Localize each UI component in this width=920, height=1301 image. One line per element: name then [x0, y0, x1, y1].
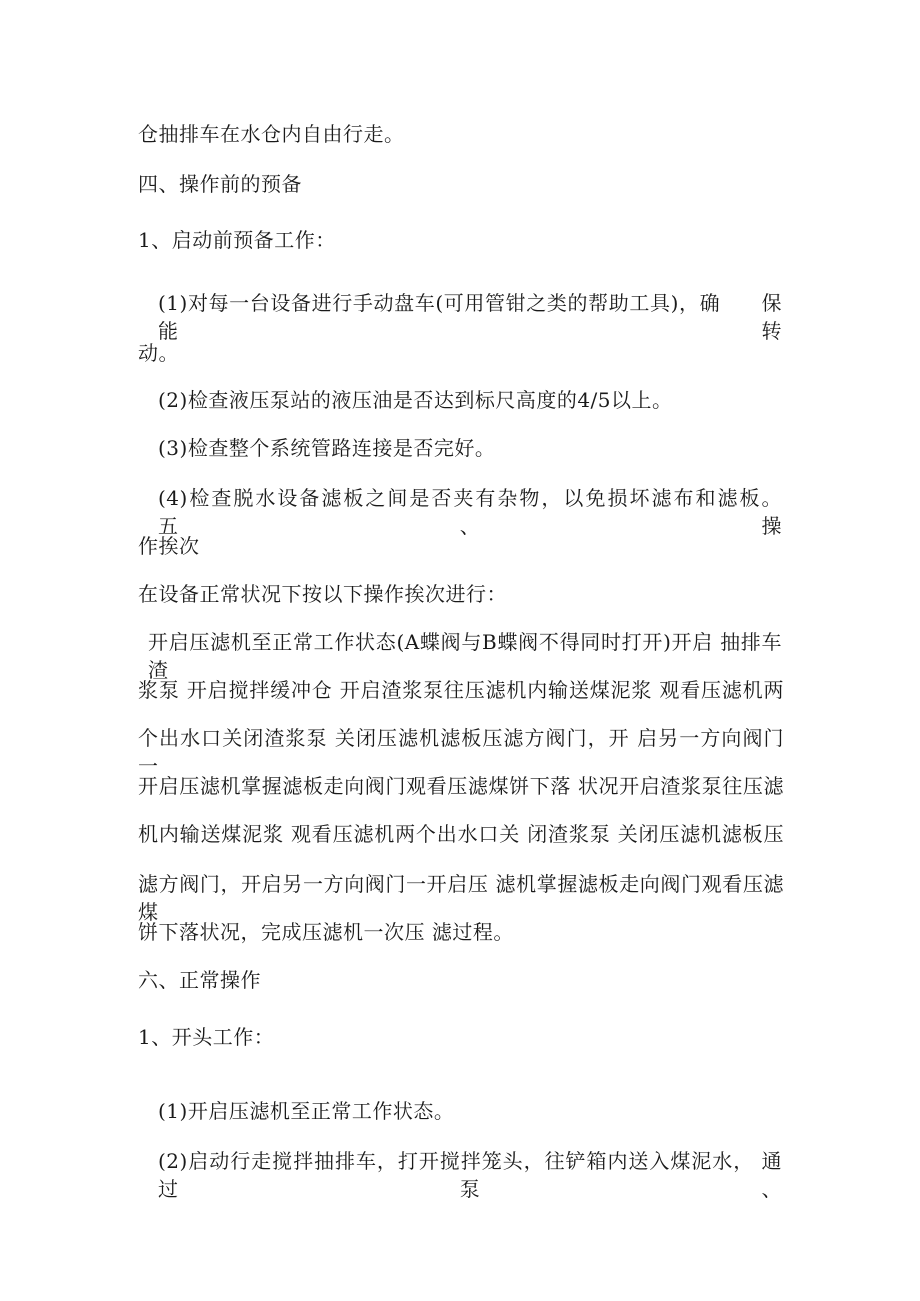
list-item: (4)检查脱水设备滤板之间是否夹有杂物，以免损坏滤布和滤板。 五、操 — [158, 486, 782, 538]
list-item: (1)开启压滤机至正常工作状态。 — [158, 1099, 455, 1123]
subsection-heading: 1、启动前预备工作： — [138, 228, 336, 252]
paragraph-line: 在设备正常状况下按以下操作挨次进行： — [138, 582, 507, 606]
subsection-heading: 1、开头工作： — [138, 1025, 275, 1049]
paragraph-line: 机内输送煤泥浆 观看压滤机两个出水口关 闭渣浆泵 关闭压滤机滤板压 — [138, 822, 784, 846]
list-item: (3)检查整个系统管路连接是否完好。 — [158, 436, 496, 460]
paragraph-line: 仓抽排车在水仓内自由行走。 — [138, 122, 405, 146]
list-item: (1)对每一台设备进行手动盘车(可用管钳之类的帮助工具)，确 保能转 — [158, 291, 782, 343]
paragraph-line: 动。 — [138, 341, 179, 365]
list-item: (2)启动行走搅拌抽排车，打开搅拌笼头，往铲箱内送入煤泥水， 通过泵、 — [158, 1149, 782, 1201]
section-heading: 六、正常操作 — [138, 968, 261, 992]
paragraph-line: 滤方阀门，开启另一方向阀门一开启压 滤机掌握滤板走向阀门观看压滤煤 — [138, 872, 784, 924]
list-item: (2)检查液压泵站的液压油是否达到标尺高度的4/5以上。 — [158, 388, 673, 412]
paragraph-line: 饼下落状况，完成压滤机一次压 滤过程。 — [138, 920, 514, 944]
paragraph-line: 浆泵 开启搅拌缓冲仓 开启渣浆泵往压滤机内输送煤泥浆 观看压滤机两 — [138, 678, 784, 702]
section-heading: 四、操作前的预备 — [138, 172, 302, 196]
paragraph-line: 个出水口关闭渣浆泵 关闭压滤机滤板压滤方阀门，开 启另一方向阀门一 — [138, 726, 784, 778]
paragraph-line: 开启压滤机掌握滤板走向阀门观看压滤煤饼下落 状况开启渣浆泵往压滤 — [138, 774, 784, 798]
paragraph-line: 开启压滤机至正常工作状态(A蝶阀与B蝶阀不得同时打开)开启 抽排车渣 — [148, 630, 782, 682]
paragraph-line: 作挨次 — [138, 534, 200, 558]
